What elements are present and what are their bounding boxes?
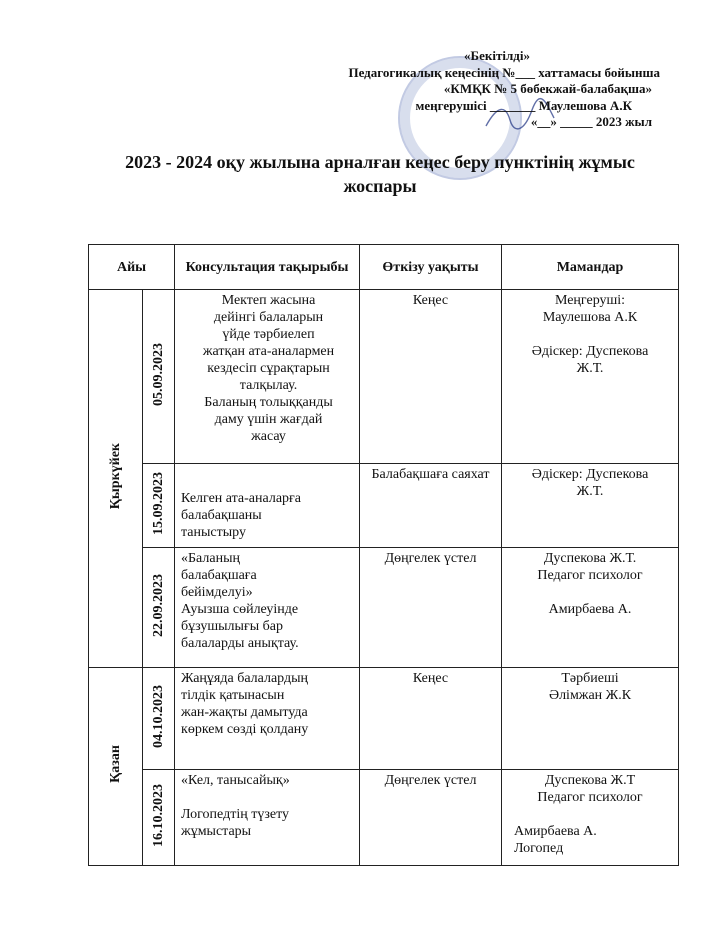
- topic-line: Жаңұяда балалардың: [181, 671, 309, 686]
- staff-line: Логопед: [514, 841, 564, 856]
- staff-gap: [502, 584, 678, 601]
- date-cell: [143, 668, 175, 770]
- topic-line: тілдік қатынасын: [181, 688, 285, 703]
- title-line: жоспары: [343, 176, 417, 196]
- time-cell: Балабақшаға саяхат: [360, 464, 502, 548]
- topic-cell: [175, 548, 360, 668]
- staff-line: Әдіскер: Дуспекова: [531, 467, 649, 482]
- staff-line: Ж.Т.: [576, 361, 604, 376]
- staff-line: Маулешова А.К: [542, 310, 638, 325]
- approval-line: меңгерушісі _______ Маулешова А.К: [415, 97, 632, 113]
- topic-line: «Кел, танысайық»: [181, 773, 290, 788]
- staff-line: Тәрбиеші: [561, 671, 619, 686]
- approval-block: [300, 48, 680, 131]
- month-label: Қазан: [108, 745, 123, 783]
- time-cell: Дөңгелек үстел: [360, 548, 502, 668]
- staff-line: Дуспекова Ж.Т: [544, 773, 636, 788]
- topic-line: даму үшін жағдай: [214, 412, 323, 427]
- topic-line: «Баланың: [181, 551, 240, 566]
- time-cell: Кеңес: [360, 668, 502, 770]
- month-label: Қыркүйек: [108, 442, 123, 510]
- staff-line: Педагог психолог: [537, 790, 643, 805]
- topic-cell: [175, 668, 360, 770]
- topic-line: Мектеп жасына: [221, 293, 316, 308]
- date-label: 22.09.2023: [151, 573, 166, 637]
- staff-cell: [502, 464, 679, 548]
- topic-line: жұмыстары: [181, 824, 252, 839]
- header-staff: Мамандар: [502, 245, 679, 290]
- topic-line: жасау: [251, 429, 286, 444]
- date-label: 15.09.2023: [151, 471, 166, 535]
- date-cell: [143, 464, 175, 548]
- table-row: [89, 668, 679, 770]
- staff-line: Дуспекова Ж.Т.: [543, 551, 637, 566]
- topic-cell: [175, 770, 360, 866]
- staff-line: Амирбаева А.: [514, 824, 597, 839]
- topic-line: Келген ата-аналарға: [181, 491, 301, 506]
- topic-line: талқылау.: [239, 378, 298, 393]
- document-title: [70, 150, 690, 198]
- topic-line: балабақшаға: [181, 568, 257, 583]
- time-cell: Дөңгелек үстел: [360, 770, 502, 866]
- topic-line: бұзушылығы бар: [181, 619, 283, 634]
- topic-line: жатқан ата-аналармен: [202, 344, 335, 359]
- topic-line: кездесіп сұрақтарын: [207, 361, 330, 376]
- month-cell: [89, 668, 143, 866]
- approval-line: «Бекітілді»: [464, 48, 530, 63]
- date-label: 05.09.2023: [151, 342, 166, 406]
- staff-cell: [502, 668, 679, 770]
- staff-line: Ж.Т.: [576, 484, 604, 499]
- topic-line: балаларды анықтау.: [181, 636, 299, 651]
- date-cell: [143, 548, 175, 668]
- header-topic: Консультация тақырыбы: [175, 245, 360, 290]
- topic-cell: [175, 290, 360, 464]
- header-time: Өткізу уақыты: [360, 245, 502, 290]
- date-label: 16.10.2023: [151, 783, 166, 847]
- date-label: 04.10.2023: [151, 684, 166, 748]
- staff-line: Педагог психолог: [537, 568, 643, 583]
- topic-line: таныстыру: [181, 525, 246, 540]
- table-header-row: [89, 245, 679, 290]
- month-cell: [89, 290, 143, 668]
- topic-line: Логопедтің түзету: [181, 807, 289, 822]
- topic-gap: [181, 789, 356, 806]
- work-plan-table: [88, 244, 679, 866]
- staff-line: Әдіскер: Дуспекова: [531, 344, 649, 359]
- staff-cell: [502, 770, 679, 866]
- staff-line: Амирбаева А.: [548, 602, 632, 617]
- date-cell: [143, 290, 175, 464]
- topic-line: үйде тәрбиелеп: [222, 327, 315, 342]
- staff-gap: [502, 326, 678, 343]
- staff-gap: [502, 806, 678, 823]
- approval-line: Педагогикалық кеңесінің №___ хаттамасы бойынша: [348, 64, 660, 80]
- staff-line: Әлімжан Ж.К: [548, 688, 632, 703]
- approval-line: «КМҚК № 5 бөбекжай-балабақша»: [443, 81, 652, 96]
- topic-line: балабақшаны: [181, 508, 262, 523]
- approval-line: «__» _____ 2023 жыл: [530, 114, 652, 129]
- table-row: [89, 548, 679, 668]
- header-month: Айы: [89, 245, 175, 290]
- time-cell: Кеңес: [360, 290, 502, 464]
- topic-line: дейінгі балаларын: [213, 310, 324, 325]
- table-row: [89, 770, 679, 866]
- title-line: 2023 - 2024 оқу жылына арналған кеңес беру пунктінің жұмыс: [125, 152, 635, 172]
- table-row: [89, 464, 679, 548]
- staff-line: Меңгеруші:: [554, 293, 626, 308]
- topic-line: Баланың толыққанды: [204, 395, 333, 410]
- staff-cell: [502, 290, 679, 464]
- topic-line: бейімделуі»: [181, 585, 253, 600]
- topic-line: жан-жақты дамытуда: [181, 705, 308, 720]
- staff-cell: [502, 548, 679, 668]
- topic-line: Ауызша сөйлеуінде: [181, 602, 299, 617]
- topic-cell: [175, 464, 360, 548]
- topic-line: көркем сөзді қолдану: [181, 722, 309, 737]
- date-cell: [143, 770, 175, 866]
- table-row: [89, 290, 679, 464]
